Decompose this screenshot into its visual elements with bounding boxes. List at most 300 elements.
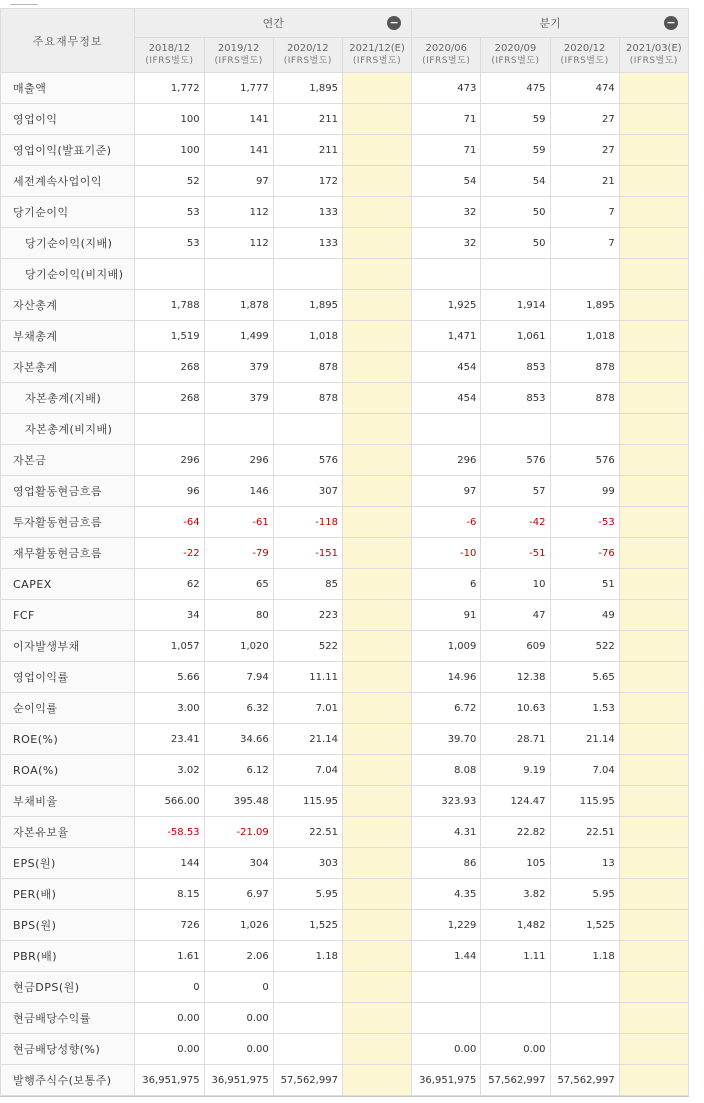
table-row [1, 1065, 689, 1096]
table-row [1, 910, 689, 941]
table-cell: 296 [135, 445, 204, 476]
table-cell: 1,878 [204, 290, 273, 321]
column-basis: (IFRS별도) [283, 56, 332, 66]
table-cell: 13 [550, 848, 619, 879]
table-cell: 53 [135, 197, 204, 228]
table-cell: 100 [135, 135, 204, 166]
table-row [1, 507, 689, 538]
row-label: PER(배) [1, 879, 135, 910]
table-cell: -42 [481, 507, 550, 538]
financial-summary-table [0, 8, 689, 1096]
table-row [1, 786, 689, 817]
table-cell: 576 [481, 445, 550, 476]
column-header [412, 38, 481, 73]
table-cell [550, 972, 619, 1003]
table-row [1, 693, 689, 724]
table-cell: 379 [204, 352, 273, 383]
table-cell [342, 259, 411, 290]
table-cell: 115.95 [273, 786, 342, 817]
table-cell: 133 [273, 197, 342, 228]
table-cell: 21 [550, 166, 619, 197]
table-cell: 49 [550, 600, 619, 631]
table-cell: 1,026 [204, 910, 273, 941]
table-cell [619, 414, 688, 445]
table-cell: 566.00 [135, 786, 204, 817]
row-label: 부채총계 [1, 321, 135, 352]
table-cell [619, 941, 688, 972]
column-period: 2019/12 [217, 43, 260, 54]
row-label: BPS(원) [1, 910, 135, 941]
table-cell: 100 [135, 104, 204, 135]
table-cell [342, 848, 411, 879]
table-cell: 296 [412, 445, 481, 476]
table-cell [342, 166, 411, 197]
table-cell [619, 507, 688, 538]
annual-group-header [135, 9, 412, 38]
quarter-collapse-icon[interactable]: − [664, 16, 678, 30]
table-cell [619, 817, 688, 848]
table-cell: 54 [481, 166, 550, 197]
table-cell [273, 972, 342, 1003]
table-cell: 878 [273, 383, 342, 414]
table-cell [342, 941, 411, 972]
table-cell: 7.01 [273, 693, 342, 724]
table-cell [342, 197, 411, 228]
row-label: ROE(%) [1, 724, 135, 755]
row-label: 당기순이익 [1, 197, 135, 228]
table-cell: 53 [135, 228, 204, 259]
column-period: 2020/06 [425, 43, 467, 54]
table-row [1, 1034, 689, 1065]
table-cell: 62 [135, 569, 204, 600]
table-cell: 28.71 [481, 724, 550, 755]
table-cell [342, 135, 411, 166]
table-cell: 1,020 [204, 631, 273, 662]
table-cell: 23.41 [135, 724, 204, 755]
column-header [619, 38, 688, 73]
table-row [1, 972, 689, 1003]
table-row [1, 414, 689, 445]
table-cell: 105 [481, 848, 550, 879]
table-cell: 86 [412, 848, 481, 879]
table-cell: -53 [550, 507, 619, 538]
table-cell: 853 [481, 383, 550, 414]
table-cell: 5.65 [550, 662, 619, 693]
row-label: 자본유보율 [1, 817, 135, 848]
table-cell [481, 259, 550, 290]
table-cell: 57 [481, 476, 550, 507]
table-cell [619, 383, 688, 414]
table-cell [342, 724, 411, 755]
column-period: 2020/09 [494, 43, 537, 54]
table-cell: 454 [412, 352, 481, 383]
row-label: 자본총계(지배) [1, 383, 135, 414]
table-cell [342, 631, 411, 662]
table-cell: 268 [135, 383, 204, 414]
table-cell: 91 [412, 600, 481, 631]
table-cell [619, 755, 688, 786]
table-cell: 21.14 [273, 724, 342, 755]
table-cell: 27 [550, 135, 619, 166]
table-cell [273, 414, 342, 445]
table-row [1, 848, 689, 879]
table-cell: 1,772 [135, 73, 204, 104]
table-cell: 8.15 [135, 879, 204, 910]
table-row [1, 600, 689, 631]
row-label: 현금배당수익률 [1, 1003, 135, 1034]
table-row [1, 662, 689, 693]
table-cell [619, 197, 688, 228]
table-cell: 141 [204, 104, 273, 135]
table-cell: 7.94 [204, 662, 273, 693]
table-cell: 1.53 [550, 693, 619, 724]
column-basis: (IFRS별도) [422, 56, 471, 66]
table-cell [619, 1065, 688, 1096]
column-header [481, 38, 550, 73]
table-cell: 0 [135, 972, 204, 1003]
table-cell: 22.51 [273, 817, 342, 848]
table-row [1, 879, 689, 910]
table-cell [342, 786, 411, 817]
column-basis: (IFRS별도) [214, 56, 263, 66]
table-cell: 522 [273, 631, 342, 662]
table-cell: 1,525 [273, 910, 342, 941]
table-cell: 51 [550, 569, 619, 600]
table-cell: 1.18 [273, 941, 342, 972]
table-cell: 853 [481, 352, 550, 383]
table-cell: 454 [412, 383, 481, 414]
table-cell: 34 [135, 600, 204, 631]
table-cell [342, 445, 411, 476]
table-row [1, 228, 689, 259]
table-cell: 473 [412, 73, 481, 104]
table-row [1, 755, 689, 786]
table-cell: 475 [481, 73, 550, 104]
table-cell: 80 [204, 600, 273, 631]
table-cell: 36,951,975 [135, 1065, 204, 1096]
row-label: 이자발생부채 [1, 631, 135, 662]
row-label: 재무활동현금흐름 [1, 538, 135, 569]
table-row [1, 73, 689, 104]
table-cell [619, 1003, 688, 1034]
table-cell: 878 [550, 352, 619, 383]
table-cell: -51 [481, 538, 550, 569]
table-cell: 112 [204, 228, 273, 259]
table-cell [342, 1034, 411, 1065]
row-label: EPS(원) [1, 848, 135, 879]
row-label: 영업이익률 [1, 662, 135, 693]
column-period: 2021/03(E) [626, 43, 682, 54]
table-cell [619, 445, 688, 476]
table-cell: 1.18 [550, 941, 619, 972]
table-cell [342, 104, 411, 135]
row-label: 당기순이익(비지배) [1, 259, 135, 290]
column-basis: (IFRS별도) [560, 56, 609, 66]
table-cell: 57,562,997 [273, 1065, 342, 1096]
table-cell [412, 259, 481, 290]
table-cell [342, 879, 411, 910]
column-basis: (IFRS별도) [145, 56, 194, 66]
table-cell [619, 693, 688, 724]
column-header [550, 38, 619, 73]
table-cell: 9.19 [481, 755, 550, 786]
table-cell: 522 [550, 631, 619, 662]
table-cell: 1,229 [412, 910, 481, 941]
table-cell: 7 [550, 197, 619, 228]
table-cell [342, 321, 411, 352]
table-row [1, 817, 689, 848]
table-cell [619, 631, 688, 662]
table-row [1, 476, 689, 507]
row-label: 세전계속사업이익 [1, 166, 135, 197]
table-row [1, 259, 689, 290]
table-cell: 0 [204, 972, 273, 1003]
table-cell: 223 [273, 600, 342, 631]
table-cell: 96 [135, 476, 204, 507]
table-cell [619, 104, 688, 135]
table-row [1, 631, 689, 662]
table-cell [550, 1034, 619, 1065]
column-period: 2020/12 [287, 43, 329, 54]
table-cell: 39.70 [412, 724, 481, 755]
table-cell: 1,788 [135, 290, 204, 321]
table-cell: 296 [204, 445, 273, 476]
row-label: 순이익률 [1, 693, 135, 724]
table-cell: 97 [204, 166, 273, 197]
table-cell [619, 972, 688, 1003]
table-cell: 7.04 [273, 755, 342, 786]
table-cell [550, 259, 619, 290]
table-cell [619, 259, 688, 290]
table-cell: 97 [412, 476, 481, 507]
table-cell: 4.31 [412, 817, 481, 848]
table-cell [342, 383, 411, 414]
table-cell: 395.48 [204, 786, 273, 817]
table-row [1, 445, 689, 476]
table-cell: 27 [550, 104, 619, 135]
table-cell [481, 1003, 550, 1034]
table-cell [412, 414, 481, 445]
table-cell [342, 73, 411, 104]
table-cell [412, 972, 481, 1003]
table-cell: -22 [135, 538, 204, 569]
table-cell [481, 414, 550, 445]
table-cell: 32 [412, 228, 481, 259]
table-cell: 146 [204, 476, 273, 507]
table-cell [342, 290, 411, 321]
table-cell [619, 1034, 688, 1065]
table-cell [619, 476, 688, 507]
column-basis: (IFRS별도) [352, 56, 402, 66]
table-cell: 1,482 [481, 910, 550, 941]
table-cell: 307 [273, 476, 342, 507]
table-cell [204, 259, 273, 290]
annual-label: 연간 [262, 17, 284, 30]
table-cell: 0.00 [481, 1034, 550, 1065]
table-cell: 1,777 [204, 73, 273, 104]
table-cell: -76 [550, 538, 619, 569]
table-cell [342, 476, 411, 507]
table-cell: 6.72 [412, 693, 481, 724]
row-label: 영업활동현금흐름 [1, 476, 135, 507]
row-label: PBR(배) [1, 941, 135, 972]
table-cell [619, 879, 688, 910]
table-cell [619, 569, 688, 600]
table-cell: 112 [204, 197, 273, 228]
table-cell: 268 [135, 352, 204, 383]
table-cell [342, 817, 411, 848]
table-cell: 1,525 [550, 910, 619, 941]
table-cell [619, 786, 688, 817]
column-period: 2018/12 [148, 43, 191, 54]
table-cell: -58.53 [135, 817, 204, 848]
table-cell: 7 [550, 228, 619, 259]
table-cell: 6 [412, 569, 481, 600]
table-cell: 59 [481, 135, 550, 166]
table-row [1, 1003, 689, 1034]
table-cell: 1,057 [135, 631, 204, 662]
table-cell: 323.93 [412, 786, 481, 817]
table-cell: -10 [412, 538, 481, 569]
annual-collapse-icon[interactable]: − [387, 16, 401, 30]
table-cell [619, 321, 688, 352]
table-cell: 609 [481, 631, 550, 662]
table-cell: 4.35 [412, 879, 481, 910]
table-cell [619, 228, 688, 259]
table-cell: 133 [273, 228, 342, 259]
table-cell: 1,925 [412, 290, 481, 321]
table-cell [619, 600, 688, 631]
table-cell: 1,914 [481, 290, 550, 321]
table-cell: 12.38 [481, 662, 550, 693]
table-cell [619, 135, 688, 166]
table-cell: 878 [550, 383, 619, 414]
table-cell [135, 414, 204, 445]
table-cell: 36,951,975 [204, 1065, 273, 1096]
table-cell: 50 [481, 197, 550, 228]
column-header [273, 38, 342, 73]
table-row [1, 290, 689, 321]
table-cell: 57,562,997 [550, 1065, 619, 1096]
table-cell [481, 972, 550, 1003]
table-cell: 50 [481, 228, 550, 259]
table-cell: 1,061 [481, 321, 550, 352]
table-cell: 99 [550, 476, 619, 507]
table-cell: 0.00 [204, 1003, 273, 1034]
table-cell: 379 [204, 383, 273, 414]
table-cell [204, 414, 273, 445]
table-cell: 8.08 [412, 755, 481, 786]
quarter-label: 분기 [539, 17, 561, 30]
table-cell: 144 [135, 848, 204, 879]
row-label: 영업이익(발표기준) [1, 135, 135, 166]
table-row [1, 321, 689, 352]
table-cell: 2.06 [204, 941, 273, 972]
row-label: 자본금 [1, 445, 135, 476]
row-label: CAPEX [1, 569, 135, 600]
table-row [1, 166, 689, 197]
row-label: 현금배당성향(%) [1, 1034, 135, 1065]
table-cell: 1.11 [481, 941, 550, 972]
row-label: 자본총계 [1, 352, 135, 383]
table-cell: 0.00 [412, 1034, 481, 1065]
table-cell: 726 [135, 910, 204, 941]
table-cell [273, 1034, 342, 1065]
tab-fragment [10, 0, 38, 5]
table-cell [273, 1003, 342, 1034]
table-cell: 11.11 [273, 662, 342, 693]
table-cell [619, 166, 688, 197]
table-cell [342, 910, 411, 941]
table-cell: -151 [273, 538, 342, 569]
table-cell: 59 [481, 104, 550, 135]
table-row [1, 104, 689, 135]
table-title: 주요재무정보 [1, 9, 135, 73]
table-row [1, 135, 689, 166]
table-cell [619, 848, 688, 879]
table-cell: 6.12 [204, 755, 273, 786]
table-cell [342, 693, 411, 724]
table-cell: 1,018 [550, 321, 619, 352]
table-cell: -64 [135, 507, 204, 538]
row-label: 자본총계(비지배) [1, 414, 135, 445]
column-period: 2021/12(E) [349, 43, 405, 54]
table-cell: -6 [412, 507, 481, 538]
row-label: 현금DPS(원) [1, 972, 135, 1003]
table-cell: 1,895 [273, 290, 342, 321]
table-cell [342, 1003, 411, 1034]
table-cell: 5.66 [135, 662, 204, 693]
row-label: ROA(%) [1, 755, 135, 786]
table-cell: 211 [273, 104, 342, 135]
table-cell [619, 352, 688, 383]
row-label: 부채비율 [1, 786, 135, 817]
table-cell: 57,562,997 [481, 1065, 550, 1096]
table-cell: 1,499 [204, 321, 273, 352]
table-cell [619, 910, 688, 941]
table-cell: 1.44 [412, 941, 481, 972]
table-cell: 1,895 [273, 73, 342, 104]
table-cell [342, 755, 411, 786]
quarter-group-header [412, 9, 689, 38]
column-header [135, 38, 204, 73]
table-cell: 304 [204, 848, 273, 879]
table-cell: 52 [135, 166, 204, 197]
table-cell: 141 [204, 135, 273, 166]
table-cell: 1.61 [135, 941, 204, 972]
table-cell: 54 [412, 166, 481, 197]
table-cell: 65 [204, 569, 273, 600]
table-cell: 47 [481, 600, 550, 631]
table-cell: 878 [273, 352, 342, 383]
table-cell: 1,471 [412, 321, 481, 352]
table-cell: 71 [412, 104, 481, 135]
table-cell: 576 [273, 445, 342, 476]
table-cell: 5.95 [273, 879, 342, 910]
column-basis: (IFRS별도) [491, 56, 540, 66]
row-label: FCF [1, 600, 135, 631]
table-row [1, 352, 689, 383]
table-cell: 115.95 [550, 786, 619, 817]
table-cell: 22.82 [481, 817, 550, 848]
table-row [1, 383, 689, 414]
table-cell: 3.02 [135, 755, 204, 786]
table-cell [342, 228, 411, 259]
table-cell: 71 [412, 135, 481, 166]
table-cell: 3.82 [481, 879, 550, 910]
table-cell: 303 [273, 848, 342, 879]
table-row [1, 197, 689, 228]
